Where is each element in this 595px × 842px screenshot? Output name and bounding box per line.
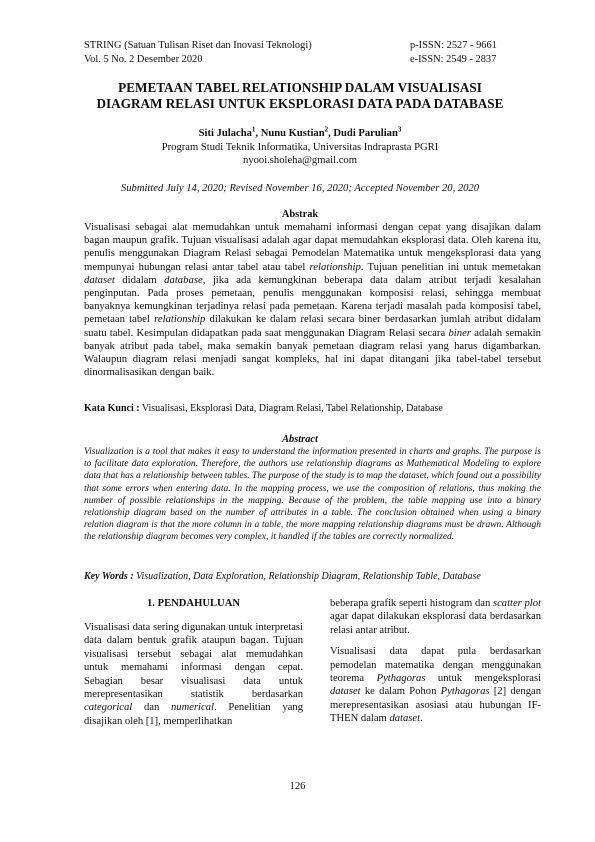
paper-title <box>40 80 560 112</box>
p-issn: p-ISSN: 2527 - 9661 <box>410 40 497 51</box>
paragraph: beberapa grafik seperti histogram dan scatter plot agar dapat dilakukan eksplorasi data berdasarkan relasi antar atribut. <box>330 598 541 636</box>
title-line-2: DIAGRAM RELASI UNTUK EKSPLORASI DATA PADA DATABASE <box>96 96 504 111</box>
title-line-1: PEMETAAN TABEL RELATIONSHIP DALAM VISUALISASI <box>118 80 482 95</box>
body-column-left <box>84 621 303 728</box>
page-number: 126 <box>289 781 306 792</box>
paragraph: Visualisasi data dapat pula berdasarkan pemodelan matematika dengan menggunakan teorema Pythagoras untuk mengeksplorasi dataset ke dalam Pohon Pythagoras [2] dengan merepresentasikan asosiasi atau hubungan IF-THEN dalam dataset. <box>330 646 542 725</box>
abstrak-text: Visualisasi sebagai alat memudahkan untuk memahami informasi dengan cepat yang disajikan dalam bagan maupun grafik. Tujuan visualisasi adalah agar dapat memudahkan eksplorasi data. Oleh karena itu, penulis menggunakan Diagram Relasi sebagai Pemodelan Matematika untuk mengeksplorasi data yang mempunyai hubungan relasi antar tabel atau tabel relationship. Tujuan penelitian ini untuk memetakan dataset didalam database, jika ada kemungkinan beberapa data dalam atribut terjadi kesalahan penginputan. Pada proses pemetaan, penulis menggunakan komposisi relasi, sehingga membuat banyaknya kemungkinan terjadinya relasi pada pemetaan. Karena terjadi masalah pada komposisi tabel, pemetaan tabel relationship dilakukan ke dalam relasi secara biner berdasarkan jumlah atribut didalam suatu tabel. Kesimpulan didapatkan pada saat menggunakan Diagram Relasi secara biner adalah semakin banyak atribut pada tabel, maka semakin banyak pemetaan diagram relasi yang harus digambarkan. Walaupun diagram relasi menjadi sangat kompleks, hal ini dapat ditangani jika tabel-tabel tersebut dinormalisasikan dengan baik. <box>84 221 541 379</box>
section-title-pendahuluan: 1. PENDAHULUAN <box>147 598 240 609</box>
author-names: Siti Julacha$^1$, Nunu Kustian$^2$, Dudi Parulian$^3$ <box>198 125 402 139</box>
author-block <box>40 127 560 168</box>
author-affiliation: Program Studi Teknik Informatika, Universitas Indraprasta PGRI <box>161 141 439 153</box>
author-email: nyooi.sholeha@gmail.com <box>243 155 357 166</box>
journal-volume: Vol. 5 No. 2 Desember 2020 <box>84 54 203 65</box>
abstract-text: Visualization is a tool that makes it easy to understand the information presented in charts and graphs. The purpose is to facilitate data exploration. Therefore, the authors use relationship diagrams as Mathematical Modeling to explore data that has a relationship between tables. The purpose of the study is to map the dataset, which found out a possibility that some errors when entering data. In the mapping process, we use the composition of relations, thus making the number of possible relationships in the mapping. Because of the problem, the table mapping use into a binary relationship diagram based on the number of attributes in a table. The conclusion obtained when using a binary relation diagram is that the more column in a table, the more mapping relationship diagrams must be drawn. Although the relationship diagram becomes very complex, it handled if the tables are correctly normalized. <box>84 447 541 543</box>
paragraph: Visualisasi data sering digunakan untuk interpretasi data dalam bentuk grafik ataupun bagan. Tujuan visualisasi tersebut sebagai alat memudahkan untuk memahami informasi dengan cepat. Sebagian besar visualisasi data untuk merepresentasikan statistik berdasarkan categorical dan numerical. Penelitian yang disajikan oleh [1], memperlihatkan <box>84 622 303 727</box>
kata-kunci: Kata Kunci : Visualisasi, Eksplorasi Data, Diagram Relasi, Tabel Relationship, Database <box>84 403 443 414</box>
submission-dates: Submitted July 14, 2020; Revised November 16, 2020; Accepted November 20, 2020 <box>120 183 480 194</box>
abstrak-heading: Abstrak <box>281 209 319 220</box>
e-issn: e-ISSN: 2549 - 2837 <box>410 54 497 65</box>
abstract-heading: Abstract <box>282 434 318 445</box>
body-column-right <box>330 597 541 726</box>
journal-name: STRING (Satuan Tulisan Riset dan Inovasi Teknologi) <box>84 40 312 51</box>
key-words: Key Words : Visualization, Data Exploration, Relationship Diagram, Relationship Table, Database <box>84 571 481 582</box>
